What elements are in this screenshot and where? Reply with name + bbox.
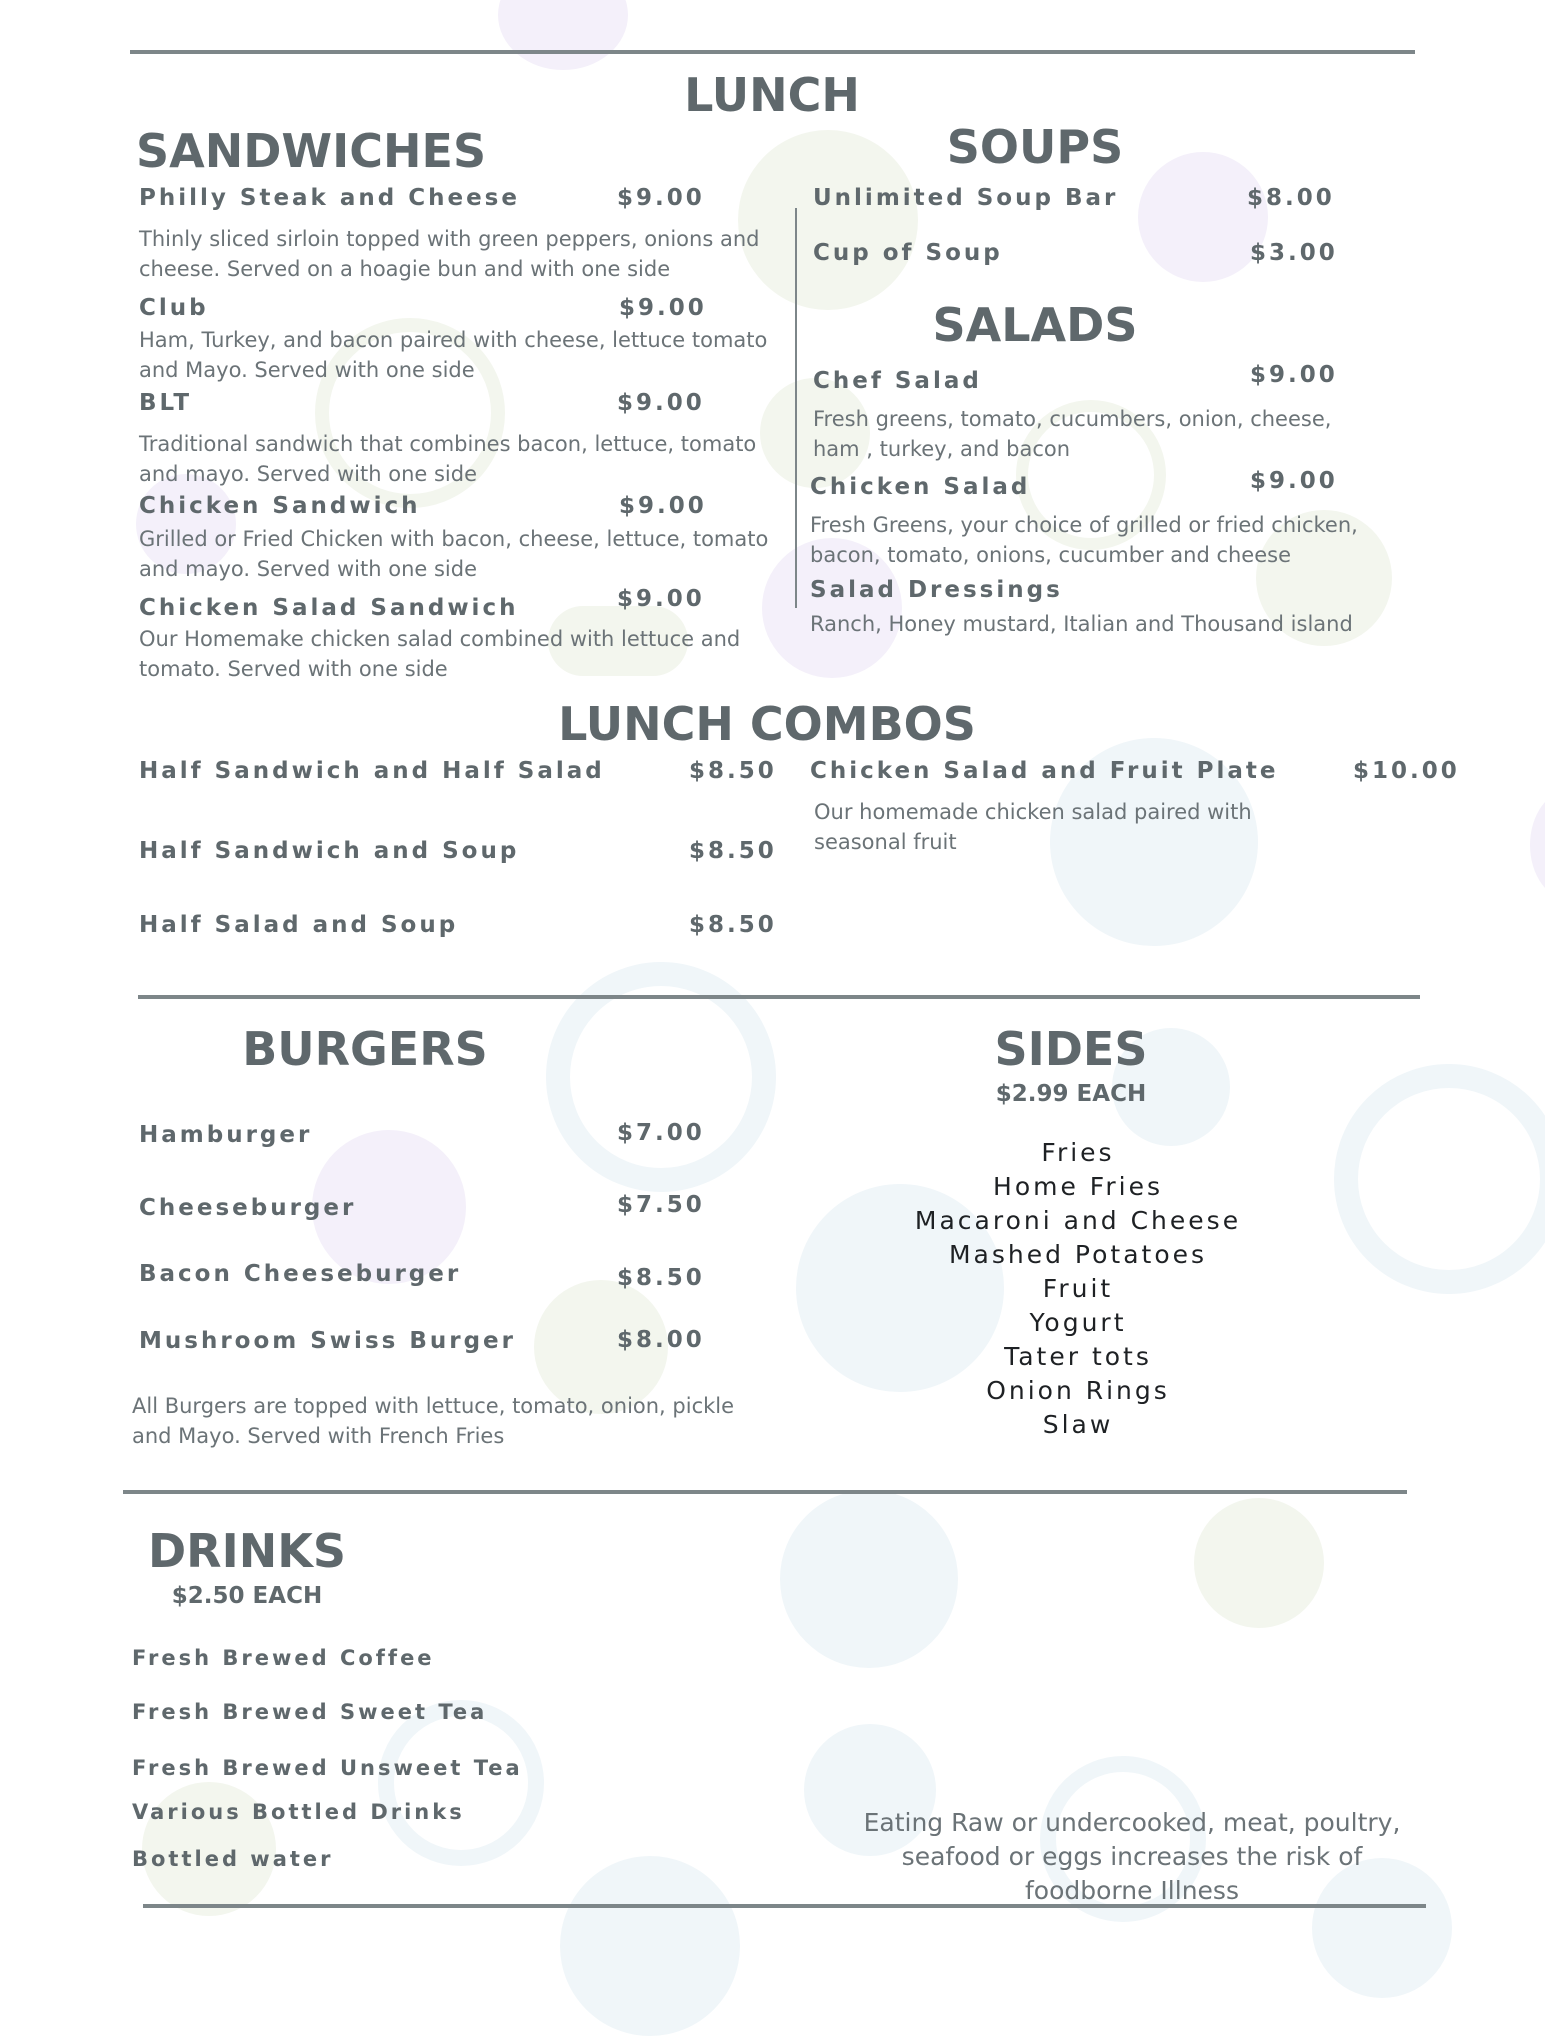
menu-item-name: Chicken Salad Sandwich bbox=[139, 595, 519, 621]
menu-item-price: $7.00 bbox=[617, 1120, 705, 1146]
menu-item-price: $9.00 bbox=[619, 493, 707, 519]
list-item: Mashed Potatoes bbox=[948, 1240, 1208, 1269]
list-item: Tater tots bbox=[1004, 1342, 1152, 1371]
menu-item-price: $8.00 bbox=[1247, 185, 1335, 211]
sides-heading: SIDES bbox=[994, 1022, 1148, 1076]
drink-item: Fresh Brewed Coffee bbox=[132, 1646, 435, 1670]
combos-divider bbox=[138, 995, 1420, 999]
menu-item-price: $8.50 bbox=[689, 758, 777, 784]
menu-item-name: BLT bbox=[139, 390, 193, 416]
list-item: Macaroni and Cheese bbox=[914, 1206, 1242, 1235]
menu-item-price: $3.00 bbox=[1250, 240, 1338, 266]
burgers-heading: BURGERS bbox=[242, 1022, 488, 1076]
menu-item-price: $9.00 bbox=[619, 295, 707, 321]
menu-item-name: Chicken Sandwich bbox=[139, 493, 421, 519]
drink-item: Bottled water bbox=[132, 1847, 334, 1871]
menu-item-desc: Our homemade chicken salad paired with seasonal fruit bbox=[814, 800, 1252, 854]
list-item: Onion Rings bbox=[986, 1376, 1170, 1405]
menu-item-name: Bacon Cheeseburger bbox=[139, 1261, 462, 1287]
menu-item-name: Cup of Soup bbox=[813, 240, 1003, 266]
menu-item-desc: Our Homemake chicken salad combined with lettuce and tomato. Served with one side bbox=[139, 627, 741, 681]
salad-dressings-label: Salad Dressings bbox=[810, 577, 1063, 603]
page-title: LUNCH bbox=[684, 68, 860, 122]
menu-item-price: $9.00 bbox=[617, 185, 705, 211]
drink-item: Fresh Brewed Sweet Tea bbox=[132, 1700, 488, 1724]
decor-circle bbox=[1138, 152, 1268, 282]
soups-heading: SOUPS bbox=[946, 120, 1124, 174]
list-item: Fries bbox=[1041, 1138, 1115, 1167]
menu-item-name: Hamburger bbox=[139, 1122, 313, 1148]
decor-circle bbox=[560, 1856, 740, 2036]
sides-divider bbox=[123, 1490, 1407, 1494]
menu-item-name: Chicken Salad and Fruit Plate bbox=[810, 758, 1279, 784]
menu-item-name: Half Sandwich and Soup bbox=[139, 838, 520, 864]
decor-circle bbox=[1334, 1064, 1545, 1294]
drinks-price: $2.50 EACH bbox=[171, 1583, 323, 1609]
menu-item-price: $9.00 bbox=[617, 390, 705, 416]
menu-item-desc: Fresh Greens, your choice of grilled or fried chicken, bacon, tomato, onions, cucumber and cheese bbox=[810, 513, 1358, 567]
list-item: Fruit bbox=[1042, 1274, 1114, 1303]
menu-item-price: $7.50 bbox=[617, 1192, 705, 1218]
menu-item-price: $8.00 bbox=[617, 1327, 705, 1353]
menu-item-price: $10.00 bbox=[1353, 758, 1460, 784]
menu-item-desc: Thinly sliced sirloin topped with green peppers, onions and cheese. Served on a hoagie bun and with one side bbox=[139, 227, 760, 281]
decor-circle bbox=[780, 1490, 958, 1668]
salad-dressings-list: Ranch, Honey mustard, Italian and Thousand island bbox=[810, 612, 1353, 636]
menu-item-name: Half Sandwich and Half Salad bbox=[139, 758, 605, 784]
drink-item: Various Bottled Drinks bbox=[132, 1800, 465, 1824]
menu-item-price: $8.50 bbox=[689, 838, 777, 864]
decor-circle bbox=[498, 0, 628, 70]
menu-item-name: Philly Steak and Cheese bbox=[139, 185, 520, 211]
sides-list bbox=[893, 1136, 1263, 1442]
menu-item-name: Chicken Salad bbox=[810, 474, 1031, 500]
menu-item-price: $9.00 bbox=[617, 586, 705, 612]
menu-item-name: Cheeseburger bbox=[139, 1195, 357, 1221]
burgers-note: All Burgers are topped with lettuce, tomato, onion, pickle and Mayo. Served with French Fries bbox=[132, 1394, 735, 1448]
sides-price: $2.99 EACH bbox=[995, 1081, 1147, 1107]
menu-item-price: $8.50 bbox=[617, 1265, 705, 1291]
drinks-heading: DRINKS bbox=[148, 1524, 346, 1578]
drink-item: Fresh Brewed Unsweet Tea bbox=[132, 1756, 523, 1780]
menu-item-price: $8.50 bbox=[689, 912, 777, 938]
salads-heading: SALADS bbox=[932, 298, 1138, 352]
combos-heading: LUNCH COMBOS bbox=[558, 697, 976, 751]
menu-item-name: Unlimited Soup Bar bbox=[813, 185, 1119, 211]
menu-item-desc: Fresh greens, tomato, cucumbers, onion, cheese, ham , turkey, and bacon bbox=[813, 407, 1332, 461]
list-item: Yogurt bbox=[1029, 1308, 1127, 1337]
menu-item-name: Chef Salad bbox=[813, 368, 982, 394]
decor-circle bbox=[378, 1700, 544, 1866]
menu-item-desc: Ham, Turkey, and bacon paired with cheese, lettuce tomato and Mayo. Served with one side bbox=[139, 328, 768, 382]
top-divider bbox=[130, 50, 1415, 54]
sandwiches-heading: SANDWICHES bbox=[136, 124, 487, 178]
menu-item-price: $9.00 bbox=[1250, 468, 1338, 494]
decor-circle bbox=[1530, 790, 1545, 900]
menu-item-name: Mushroom Swiss Burger bbox=[139, 1328, 516, 1354]
menu-item-desc: Grilled or Fried Chicken with bacon, cheese, lettuce, tomato and mayo. Served with one side bbox=[139, 527, 769, 581]
list-item: Home Fries bbox=[993, 1172, 1163, 1201]
decor-circle bbox=[1194, 1498, 1324, 1628]
menu-item-name: Club bbox=[139, 295, 209, 321]
menu-item-price: $9.00 bbox=[1250, 362, 1338, 388]
menu-item-name: Half Salad and Soup bbox=[139, 912, 459, 938]
menu-item-desc: Traditional sandwich that combines bacon, lettuce, tomato and mayo. Served with one side bbox=[139, 432, 757, 486]
food-safety-warning: Eating Raw or undercooked, meat, poultry, seafood or eggs increases the risk of foodborne Illness bbox=[863, 1808, 1401, 1905]
list-item: Slaw bbox=[1042, 1410, 1114, 1439]
